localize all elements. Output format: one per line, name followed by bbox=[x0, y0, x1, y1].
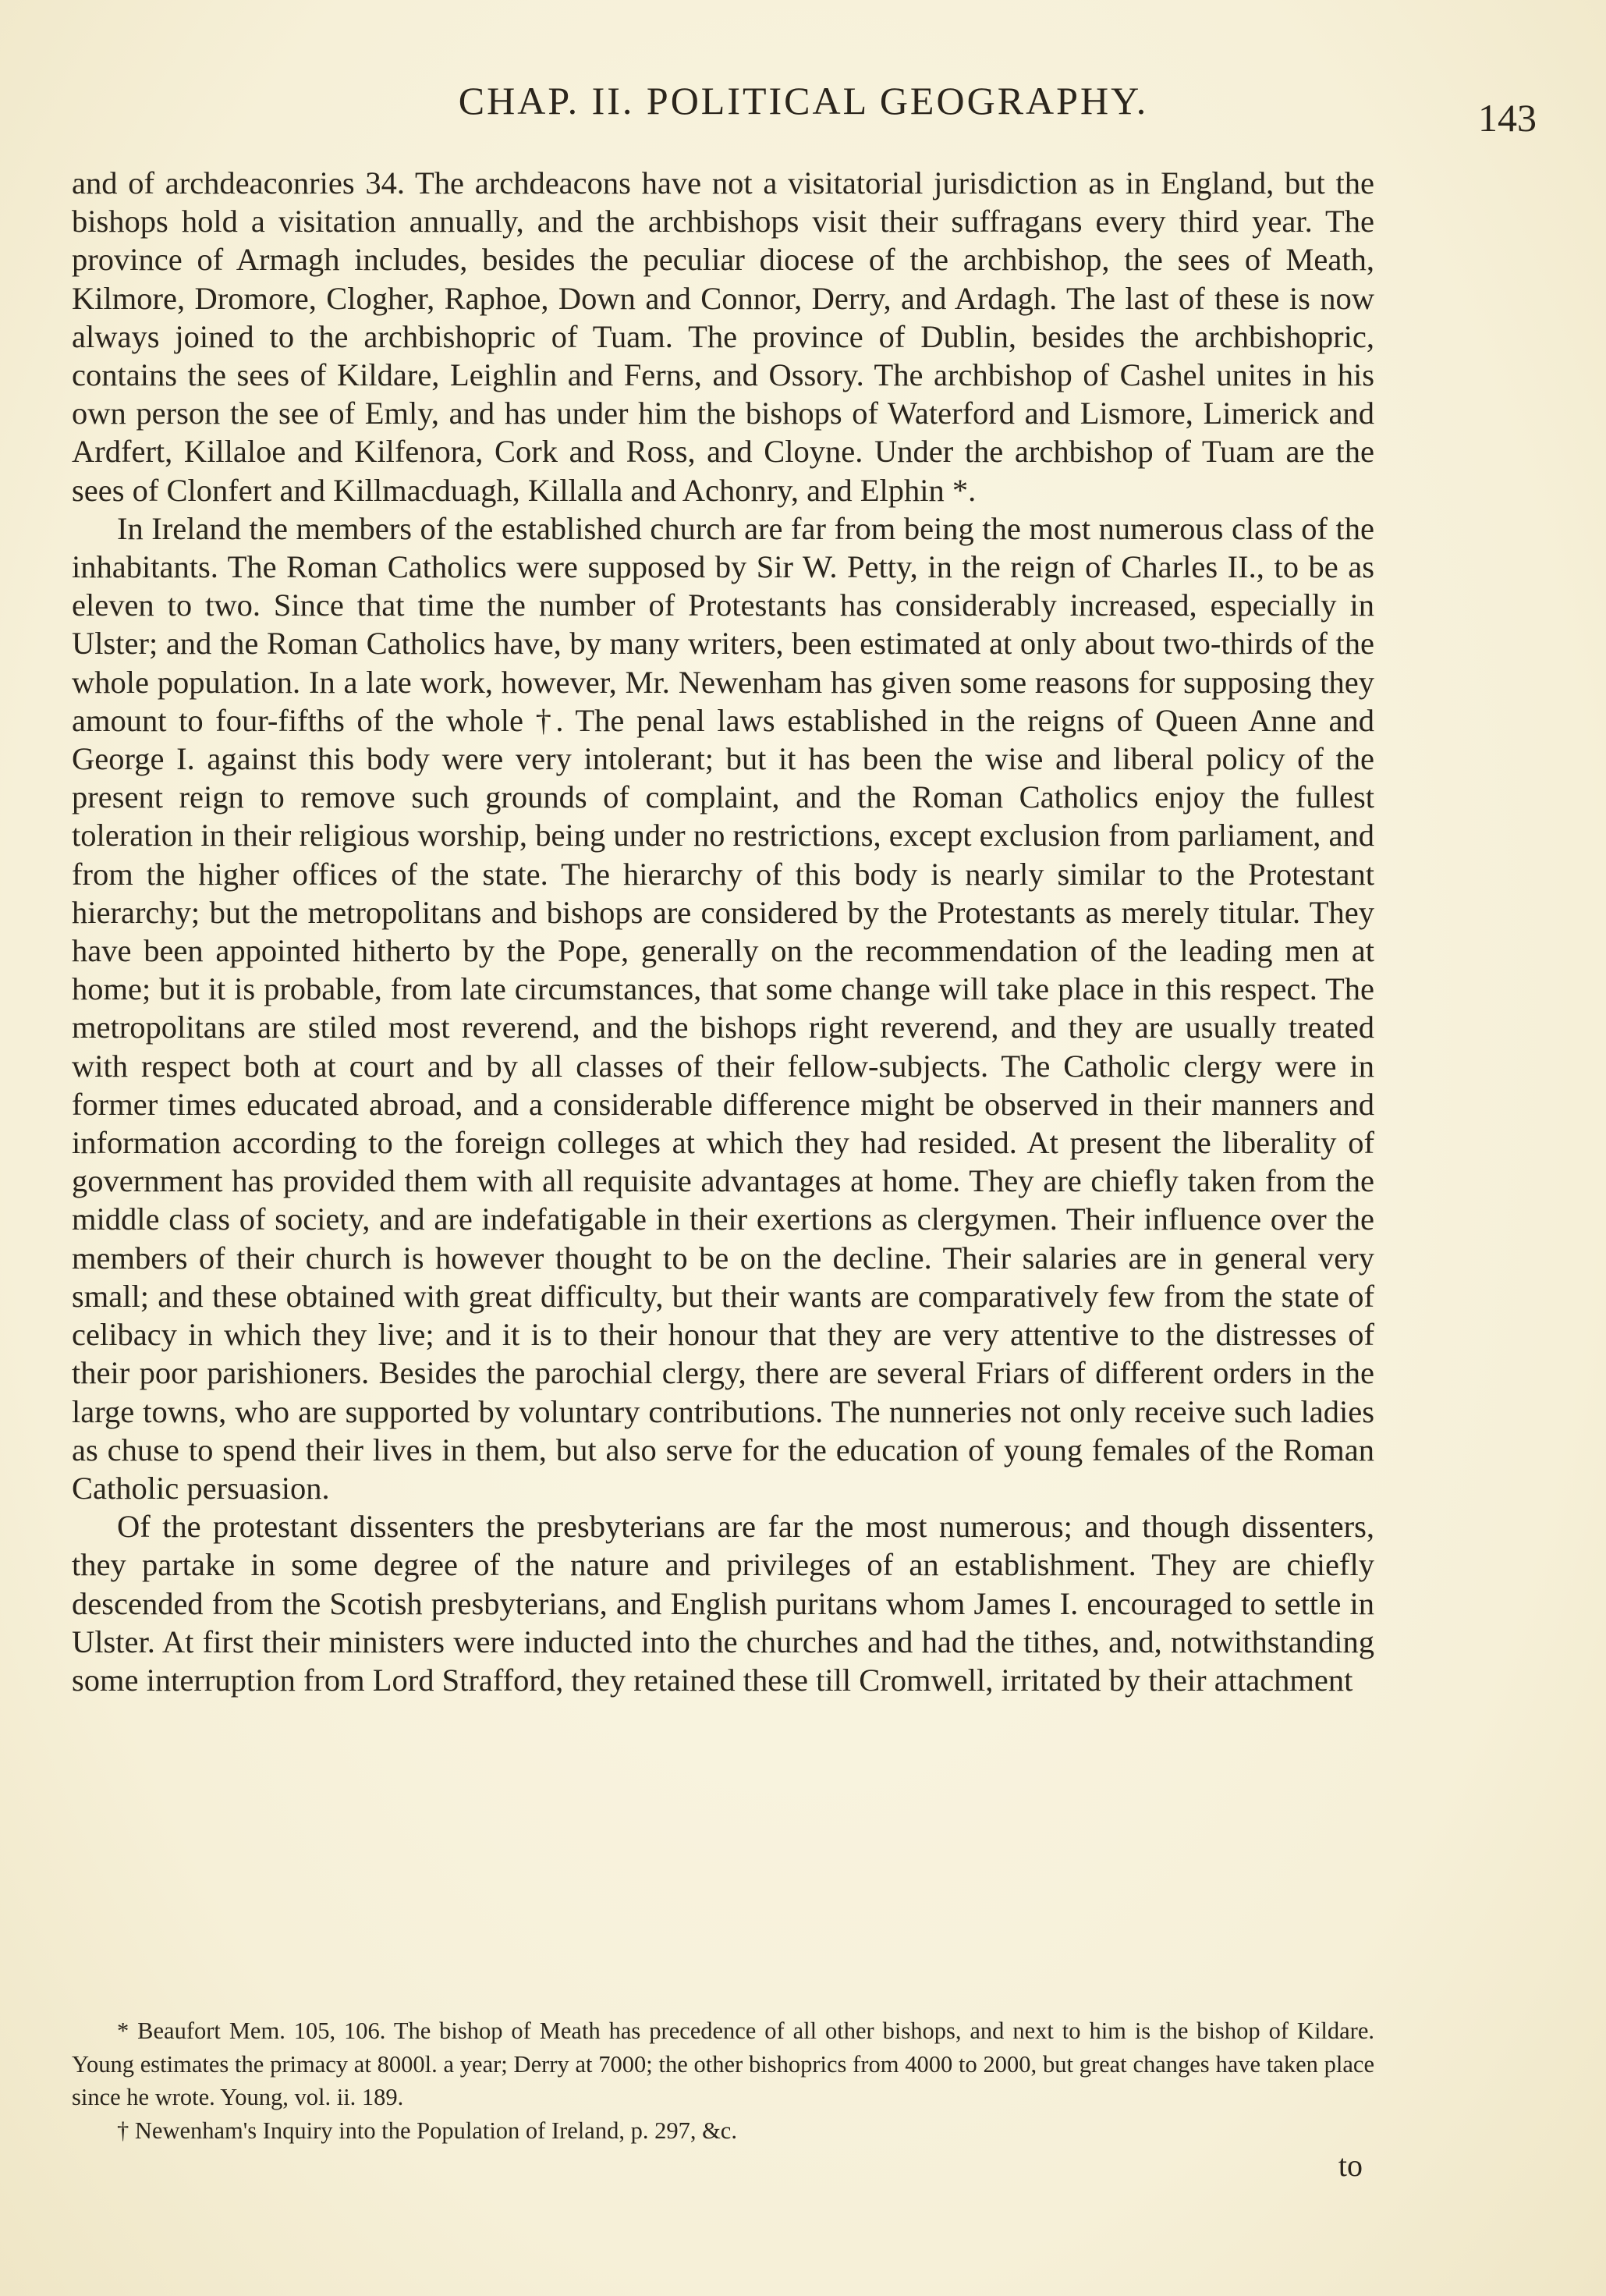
paragraph: In Ireland the members of the established church are far from being the most numerous class of the inhabitants. The Roman Catholics were supposed by Sir W. Petty, in the reign of Charles II., to be as eleven to two. Since that time the number of Protestants has considerably increased, especially in Ulster; and the Roman Catholics have, by many writers, been estimated at only about two-thirds of the whole population. In a late work, however, Mr. Newenham has given some reasons for supposing they amount to four-fifths of the whole †. The penal laws established in the reigns of Queen Anne and George I. against this body were very intolerant; but it has been the wise and liberal policy of the present reign to remove such grounds of complaint, and the Roman Catholics enjoy the fullest toleration in their religious worship, being under no restrictions, except exclusion from parliament, and from the higher offices of the state. The hierarchy of this body is nearly similar to the Protestant hierarchy; but the metropolitans and bishops are considered by the Protestants as merely titular. They have been appointed hitherto by the Pope, generally on the recommendation of the leading men at home; but it is probable, from late circumstances, that some change will take place in this respect. The metropolitans are stiled most reverend, and the bishops right reverend, and they are usually treated with respect both at court and by all classes of their fellow-subjects. The Catholic clergy were in former times educated abroad, and a considerable difference might be observed in their manners and information according to the foreign colleges at which they had resided. At present the liberality of government has provided them with all requisite advantages at home. They are chiefly taken from the middle class of society, and are indefatigable in their exertions as clergymen. Their influence over the members of their church is however thought to be on the decline. Their salaries are in general very small; and these obtained with great difficulty, but their wants are comparatively few from the state of celibacy in which they live; and it is to their honour that they are very attentive to the distresses of their poor parishioners. Besides the parochial clergy, there are several Friars of different orders in the large towns, who are supported by voluntary contributions. The nunneries not only receive such ladies as chuse to spend their lives in them, but also serve for the education of young females of the Roman Catholic persuasion. bbox=[72, 510, 1374, 1506]
running-title: CHAP. II. POLITICAL GEOGRAPHY. bbox=[458, 79, 1149, 122]
page-header bbox=[70, 78, 1537, 140]
footnotes bbox=[72, 2014, 1374, 2147]
paragraph: and of archdeaconries 34. The archdeacons have not a visitatorial jurisdiction as in England, but the bishops hold a visitation annually, and the archbishops visit their suffragans every third year. The province of Armagh includes, besides the peculiar diocese of the archbishop, the sees of Meath, Kilmore, Dromore, Clogher, Raphoe, Down and Connor, Derry, and Ardagh. The last of these is now always joined to the archbishopric of Tuam. The province of Dublin, besides the archbishopric, contains the sees of Kildare, Leighlin and Ferns, and Ossory. The archbishop of Cashel unites in his own person the see of Emly, and has under him the bishops of Waterford and Lismore, Limerick and Ardfert, Killaloe and Kilfenora, Cork and Ross, and Cloyne. Under the archbishop of Tuam are the sees of Clonfert and Killmacduagh, Killalla and Achonry, and Elphin *. bbox=[72, 165, 1374, 508]
footnote: † Newenham's Inquiry into the Population of Ireland, p. 297, &c. bbox=[117, 2117, 737, 2144]
paragraph: Of the protestant dissenters the presbyterians are far the most numerous; and though dissenters, they partake in some degree of the nature and privileges of an establishment. They are chiefly descended from the Scotish presbyterians, and English puritans whom James I. encouraged to settle in Ulster. At first their ministers were inducted into the churches and had the tithes, and, notwithstanding some interruption from Lord Strafford, they retained these till Cromwell, irritated by their attachment bbox=[72, 1509, 1374, 1698]
page-number: 143 bbox=[1478, 96, 1537, 140]
catchword: to bbox=[1338, 2148, 1363, 2183]
body-text bbox=[72, 164, 1374, 1699]
footnote: * Beaufort Mem. 105, 106. The bishop of Meath has precedence of all other bishops, and next to him is the bishop of Kildare. Young estimates the primacy at 8000l. a year; Derry at 7000; the other bishoprics from 4000 to 2000, but great changes have taken place since he wrote. Young, vol. ii. 189. bbox=[72, 2017, 1374, 2110]
